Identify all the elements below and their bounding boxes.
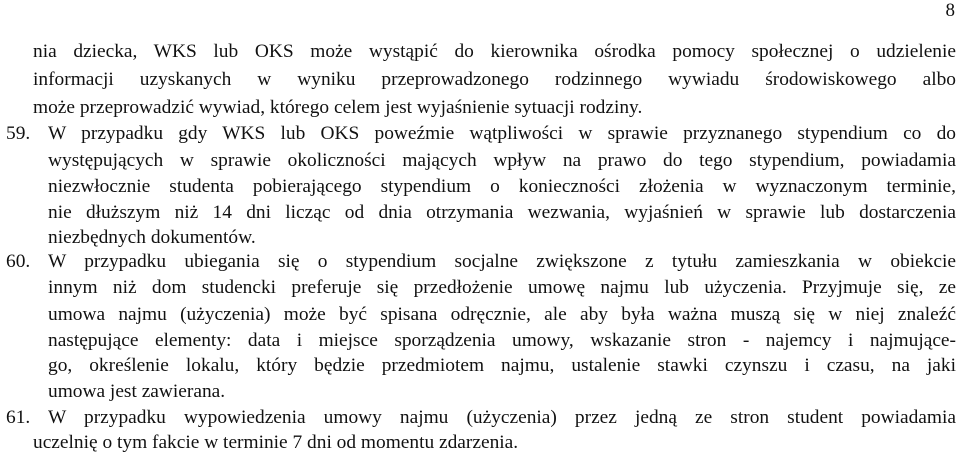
text-line: występujących w sprawie okoliczności mających wpływ na prawo do tego stypendium, powiadamia — [48, 150, 956, 171]
text-line: innym niż dom studencki preferuje się przedłożenie umowę najmu lub użyczenia. Przyjmuje się, ze — [48, 277, 956, 298]
text-line: następujące elementy: data i miejsce sporządzenia umowy, wskazanie stron - najemcy i najmujące- — [48, 330, 956, 351]
text-line: uczelnię o tym fakcie w terminie 7 dni od momentu zdarzenia. — [33, 432, 519, 453]
text-line: W przypadku gdy WKS lub OKS poweźmie wątpliwości w sprawie przyznanego stypendium co do — [48, 123, 956, 144]
text-line: może przeprowadzić wywiad, którego celem jest wyjaśnienie sytuacji rodziny. — [33, 97, 643, 118]
text-line: umowa najmu (użyczenia) może być spisana odręcznie, ale aby była ważna muszą się w niej znaleźć — [48, 304, 956, 325]
text-line: nie dłuższym niż 14 dni licząc od dnia otrzymania wezwania, wyjaśnień w sprawie lub dostarczenia — [48, 202, 956, 223]
item-number: 59. — [6, 123, 31, 144]
page-number: 8 — [945, 0, 955, 21]
item-number: 60. — [6, 251, 31, 272]
text-line: niezbędnych dokumentów. — [48, 227, 256, 248]
text-line: W przypadku wypowiedzenia umowy najmu (użyczenia) przez jedną ze stron student powiadamia — [48, 407, 956, 428]
text-line: niezwłocznie studenta pobierającego stypendium o konieczności złożenia w wyznaczonym terminie, — [48, 176, 956, 197]
text-line: informacji uzyskanych w wyniku przeprowadzonego rodzinnego wywiadu środowiskowego albo — [33, 69, 956, 90]
text-line: W przypadku ubiegania się o stypendium socjalne zwiększone z tytułu zamieszkania w obiekcie — [48, 251, 956, 272]
text-line: nia dziecka, WKS lub OKS może wystąpić do kierownika ośrodka pomocy społecznej o udzielenie — [33, 41, 956, 62]
text-line: go, określenie lokalu, który będzie przedmiotem najmu, ustalenie stawki czynszu i czasu, na jaki — [48, 355, 956, 376]
text-line: umowa jest zawierana. — [48, 381, 226, 402]
item-number: 61. — [6, 407, 31, 428]
